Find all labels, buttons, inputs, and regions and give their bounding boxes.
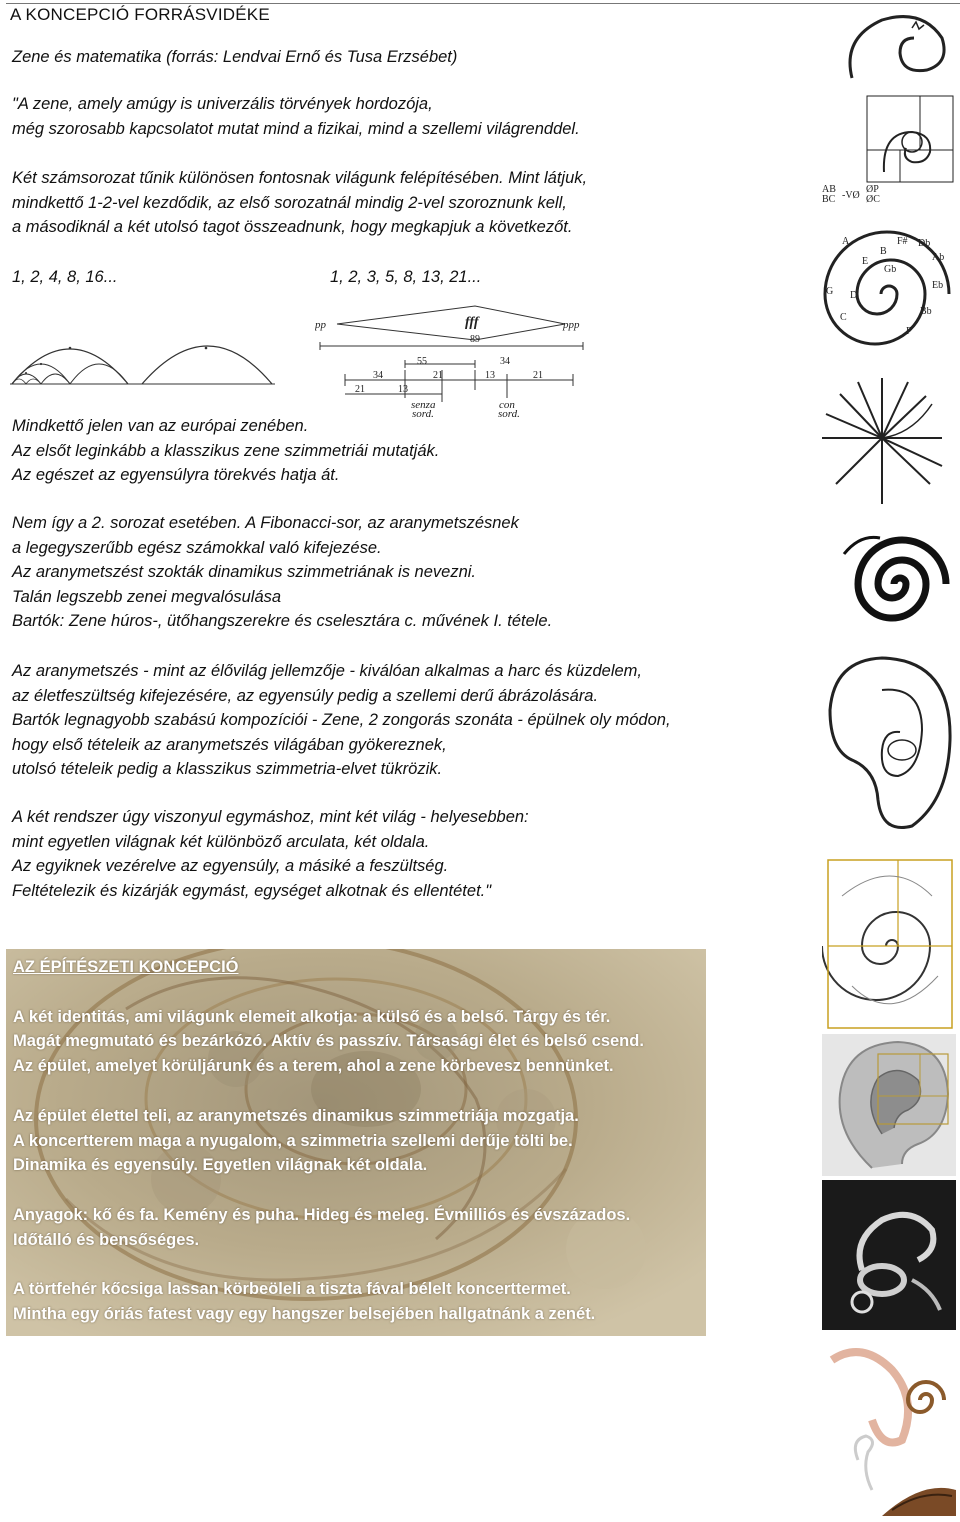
text-line: A két identitás, ami világunk elemeit alkotja: a külső és a belső. Tárgy és tér. (13, 1007, 611, 1026)
text-line: Magát megmutató és bezárkózó. Aktív és passzív. Társasági élet és belső csend. (13, 1032, 644, 1051)
text-line: Mintha egy óriás fatest vagy egy hangszer belsejében hallgatnánk a zenét. (13, 1305, 596, 1324)
label-senza: senza (411, 399, 436, 411)
label-13-lower: 13 (398, 384, 408, 395)
label-ppp: ppp (563, 319, 580, 331)
inner-ear-anatomy-image (822, 1180, 956, 1330)
note-label: Db (918, 238, 931, 249)
label-con: con (499, 399, 515, 411)
text-line: Az épület élettel teli, az aranymetszés dinamikus szimmetriája mozgatja. (13, 1106, 579, 1125)
spiral-sketch-image (842, 8, 954, 86)
label-21-right: 21 (533, 370, 543, 381)
text-line: Az épület, amelyet körüljárunk és a terem, ahol a zene körbevesz bennünket. (13, 1057, 614, 1076)
note-label: E (862, 256, 869, 267)
text-line: Két számsorozat tűnik különösen fontosnak világunk felépítésében. Mint látjuk, (12, 169, 588, 187)
paragraph-european-music (12, 414, 439, 488)
page-title: A KONCEPCIÓ FORRÁSVIDÉKE (10, 5, 270, 24)
note-label: A (842, 236, 850, 247)
text-line: az életfeszültség kifejezésére, az egyensúly pedig a szellemi derű ábrázolására. (12, 686, 599, 705)
ear-violin-scroll-image (822, 1340, 956, 1520)
note-label: Ab (932, 252, 945, 263)
label-21: 21 (433, 370, 443, 381)
paragraph-two-systems (12, 805, 529, 903)
label-ab: AB (822, 184, 836, 195)
text-line: Mindkettő jelen van az európai zenében. (12, 417, 309, 435)
text-line: A koncertterem maga a nyugalom, a szimmetria szellemi derűje tölti be. (13, 1131, 573, 1150)
label-21-lower: 21 (355, 384, 365, 395)
text-line: hogy első tételeik az aranymetszés világában gyökereznek, (12, 735, 447, 754)
text-line: "A zene, amely amúgy is univerzális törvények hordozója, (12, 95, 433, 113)
label-55: 55 (417, 356, 427, 367)
text-line: Dinamika és egyensúly. Egyetlen világnak két oldala. (13, 1156, 428, 1175)
note-label: Gb (884, 264, 897, 275)
text-line: A két rendszer úgy viszonyul egymáshoz, mint két világ - helyesebben: (12, 808, 529, 826)
note-label: F# (897, 236, 908, 247)
text-line: Anyagok: kő és fa. Kemény és puha. Hideg és meleg. Évmilliós és évszázados. (13, 1205, 631, 1224)
text-line: Az elsőt leginkább a klasszikus zene szimmetriái mutatják. (12, 441, 440, 460)
label-pp: pp (315, 319, 326, 331)
text-line: Az egyiknek vezérelve az egyensúly, a másiké a feszültség. (12, 857, 449, 875)
text-line: még szorosabb kapcsolatot mutat mind a fizikai, mind a szellemi világrenddel. (12, 119, 580, 138)
architecture-concept-panel (6, 949, 706, 1336)
note-label: F (906, 326, 912, 337)
label-13: 13 (485, 370, 495, 381)
label-con-sord: sord. (498, 408, 520, 420)
label-oc: ØC (866, 194, 880, 204)
text-line: Az aranymetszés - mint az élővilág jellemzője - kiválóan alkalmas a harc és küzdelem, (12, 662, 643, 680)
label-fff: fff (465, 315, 479, 330)
label-bc: BC (822, 194, 836, 204)
text-line: Az aranymetszést szokták dinamikus szimmetriának is nevezni. (12, 563, 476, 581)
series-geometric: 1, 2, 4, 8, 16... (12, 268, 118, 286)
text-line: utolsó tételeik pedig a klasszikus szimmetria-elvet tükrözik. (12, 760, 443, 778)
label-89: 89 (470, 334, 480, 345)
architecture-text (13, 955, 644, 1327)
text-line: Feltételezik és kizárják egymást, egységet alkotnak és ellentétet." (12, 881, 492, 900)
text-line: Nem így a 2. sorozat esetében. A Fibonacci-sor, az aranymetszésnek (12, 514, 519, 532)
note-label: B (880, 246, 887, 257)
note-label: Eb (932, 280, 944, 291)
text-line: a másodiknál a két utolsó tagot összeadnunk, hogy megkapjuk a következőt. (12, 218, 573, 236)
label-vo: -VØ (842, 190, 860, 201)
text-line: Talán legszebb zenei megvalósulása (12, 587, 282, 606)
section-title: AZ ÉPÍTÉSZETI KONCEPCIÓ (13, 958, 239, 976)
label-34: 34 (373, 370, 383, 381)
circle-of-fifths-spiral-image (822, 224, 956, 364)
note-label: C (840, 312, 847, 323)
note-label: G (826, 286, 834, 297)
radiating-lines-image (822, 374, 956, 508)
ear-embryo-image (822, 650, 956, 834)
text-line: Bartók legnagyobb szabású kompozíciói - Zene, 2 zongorás szonáta - épülnek oly módon, (12, 711, 671, 729)
label-34-top: 34 (500, 356, 510, 367)
label-op: ØP (866, 184, 879, 195)
subtitle: Zene és matematika (forrás: Lendvai Ernő és Tusa Erzsébet) (12, 48, 458, 66)
paragraph-golden-section (12, 659, 671, 782)
text-line: Időtálló és bensőséges. (13, 1230, 200, 1249)
text-line: mint egyetlen világnak két különböző arculata, két oldala. (12, 832, 430, 851)
header-rule (6, 3, 960, 4)
series-fibonacci: 1, 2, 3, 5, 8, 13, 21... (330, 268, 482, 286)
text-line: A törtfehér kőcsiga lassan körbeöleli a tiszta fával bélelt koncerttermet. (13, 1280, 571, 1299)
text-line: Az egészet az egyensúlyra törekvés hatja át. (12, 466, 340, 484)
text-line: mindkettő 1-2-vel kezdődik, az első sorozatnál mindig 2-vel szoroznunk kell, (12, 193, 567, 212)
symmetry-arches-diagram (10, 318, 280, 390)
paragraph-fibonacci (12, 511, 552, 634)
golden-rectangle-image (822, 92, 956, 204)
ear-golden-section-image (822, 1034, 956, 1176)
fibonacci-dynamics-diagram (315, 302, 595, 422)
text-line: Bartók: Zene húros-, ütőhangszerekre és cselesztára c. művének I. tétele. (12, 612, 553, 630)
nautilus-golden-image (822, 836, 956, 1032)
note-label: D (850, 290, 858, 301)
label-senza-sord: sord. (412, 408, 434, 420)
text-line: a legegyszerűbb egész számokkal való kifejezése. (12, 538, 382, 557)
note-label: Bb (920, 306, 932, 317)
paragraph-quote-intro (12, 92, 580, 141)
paragraph-two-series (12, 166, 587, 240)
snail-shell-image (840, 524, 956, 640)
